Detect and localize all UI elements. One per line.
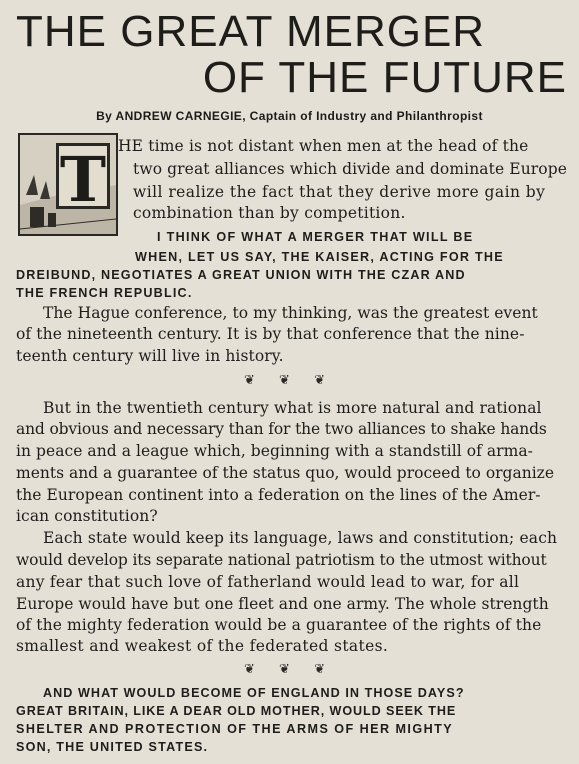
pull-quote-1-line: THE FRENCH REPUBLIC.	[16, 286, 193, 300]
paragraph-3-line: and obvious and necessary than for the two alliances to shake hands	[16, 420, 547, 438]
pull-quote-1-line: I THINK OF WHAT A MERGER THAT WILL BE	[157, 230, 474, 244]
paragraph-4-line: any fear that such love of fatherland would lead to war, for all	[16, 573, 520, 591]
paragraph-4-line: Europe would have but one fleet and one army. The whole strength	[16, 595, 549, 613]
byline: By ANDREW CARNEGIE, Captain of Industry and Philanthropist	[96, 109, 483, 123]
section-ornament: ❦ ❦ ❦	[244, 662, 335, 677]
paragraph-4-line: of the mighty federation would be a guarantee of the rights of the	[16, 616, 542, 634]
paragraph-1-line: combination than by competition.	[133, 204, 406, 222]
paragraph-3-line: But in the twentieth century what is more natural and rational	[43, 399, 542, 417]
section-ornament: ❦ ❦ ❦	[244, 373, 335, 388]
pull-quote-2-line: SON, THE UNITED STATES.	[16, 740, 209, 754]
paragraph-3-line: in peace and a league which, beginning with a standstill of arma-	[16, 442, 533, 460]
pull-quote-2-line: GREAT BRITAIN, LIKE A DEAR OLD MOTHER, WOULD SEEK THE	[16, 704, 457, 718]
paragraph-1-line: two great alliances which divide and dominate Europe	[133, 160, 568, 178]
paragraph-2-line: of the nineteenth century. It is by that conference that the nine-	[16, 325, 525, 343]
paragraph-3-line: ments and a guarantee of the status quo, would proceed to organize	[16, 464, 554, 482]
paragraph-3-line: ican constitution?	[16, 507, 158, 525]
pull-quote-2-line: AND WHAT WOULD BECOME OF ENGLAND IN THOSE DAYS?	[43, 686, 465, 700]
paragraph-4-line: Each state would keep its language, laws and constitution; each	[43, 529, 558, 547]
drop-cap-art	[20, 135, 116, 234]
paragraph-4-line: would develop its separate national patriotism to the utmost without	[16, 551, 547, 569]
pull-quote-2-line: SHELTER AND PROTECTION OF THE ARMS OF HER MIGHTY	[16, 722, 454, 736]
drop-cap-letter: T	[59, 143, 107, 216]
pull-quote-1-line: DREIBUND, NEGOTIATES A GREAT UNION WITH THE CZAR AND	[16, 268, 466, 282]
paragraph-1-line: HE time is not distant when men at the head of the	[118, 137, 529, 155]
pull-quote-1-line: WHEN, LET US SAY, THE KAISER, ACTING FOR THE	[135, 250, 504, 264]
headline-line-1: THE GREAT MERGER	[16, 7, 486, 56]
drop-cap-illustration	[18, 133, 118, 236]
headline-line-2: OF THE FUTURE	[202, 53, 567, 102]
paragraph-3-line: the European continent into a federation on the lines of the Amer-	[16, 486, 541, 504]
paragraph-4-line: smallest and weakest of the federated states.	[16, 637, 389, 655]
paragraph-2-line: teenth century will live in history.	[16, 347, 284, 365]
paragraph-2-line: The Hague conference, to my thinking, was the greatest event	[43, 304, 538, 322]
paragraph-1-line: will realize the fact that they derive more gain by	[133, 183, 546, 201]
